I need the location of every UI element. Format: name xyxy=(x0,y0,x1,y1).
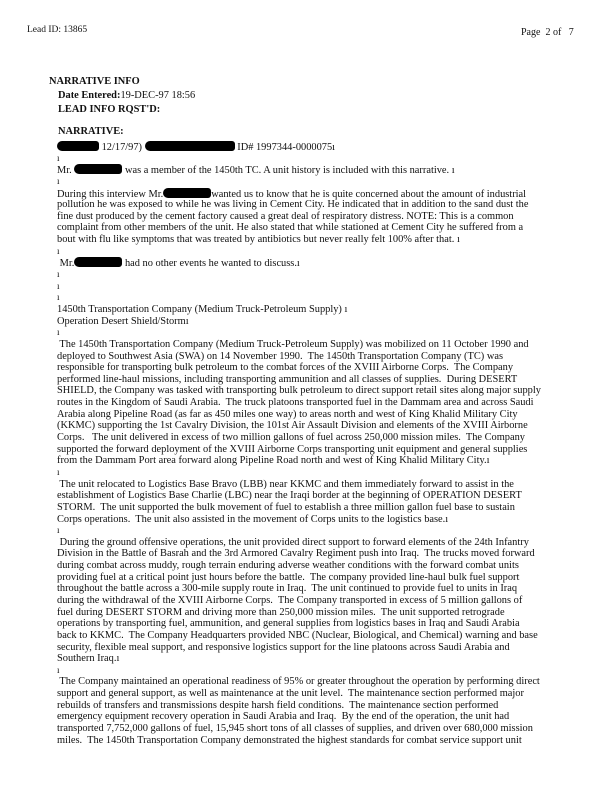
text-line: during combat across muddy, rough terrain enduring adverse weather conditions with the forward combat units xyxy=(57,560,519,572)
text-line: operations by transporting fuel, ammunition, and general supplies from logistics bases in Iraq and Saudi Arabia xyxy=(57,618,520,630)
member-text: was a member of the 1450th TC. A unit history is included with this narrative. ı xyxy=(124,165,455,177)
text-line: STORM. The unit supported the bulk movement of fuel to establish a three million gallon fuel base to sustain xyxy=(57,501,515,513)
text-line: deployed to Southwest Asia (SWA) on 14 November 1990. The 1450th Transportation Company (TC) was xyxy=(57,350,503,362)
paragraph-mark: ı xyxy=(57,152,60,163)
date-text: 12/17/97) xyxy=(101,142,143,153)
paragraph-mark: ı xyxy=(57,245,60,256)
member-line xyxy=(57,164,541,176)
text-line: providing fuel at a critical point just hours before the battle. The company provided line-haul bulk fuel support xyxy=(57,571,520,583)
text-line: supported the forward deployment of the XVIII Airborne Corps transporting unit equipment and general supplies xyxy=(57,443,528,455)
text-line: during the withdrawal of the XVIII Airborne Corps. The Company transported in excess of 5 million gallons of xyxy=(57,594,523,606)
during-line xyxy=(57,188,541,200)
paragraph-mark: ı xyxy=(57,175,60,186)
redaction xyxy=(145,141,235,151)
date-label: Date Entered: xyxy=(58,90,121,101)
text-line: The 1450th Transportation Company (Medium Truck-Petroleum Supply) was mobilized on 11 October 1990 and xyxy=(57,338,529,350)
text-line: back to KKMC. The Company Headquarters provided NBC (Nuclear, Biological, and Chemical) warning and base xyxy=(57,629,538,641)
id-text: ID# 1997344-0000075ı xyxy=(237,142,336,153)
page-number: Page 2 of 7 xyxy=(521,27,574,38)
mr-text: Mr. xyxy=(59,258,75,270)
no-other-text: had no other events he wanted to discuss.ı xyxy=(124,258,300,270)
text-line: rebuilds of transfers and transmissions despite harsh field conditions. The maintenance section performed xyxy=(57,699,499,711)
paragraph-mark: ı xyxy=(57,292,60,303)
text-line: complaint from other members of the unit. He also stated that while stationed at Cement City he suffered from a xyxy=(57,222,524,234)
during-start: During this interview Mr. xyxy=(57,188,164,200)
date-value: 19-DEC-97 18:56 xyxy=(120,90,196,101)
redaction xyxy=(74,164,122,174)
text-line: During the ground offensive operations, the unit provided direct support to forward elements of the 24th Infantry xyxy=(57,536,529,548)
history-body xyxy=(57,327,541,746)
paragraph-mark: ı xyxy=(57,525,60,536)
text-line: transported 7,752,000 gallons of fuel, 15,945 short tons of all classes of supplies, and driven over 680,000 mission xyxy=(57,723,533,735)
redaction xyxy=(74,257,122,267)
id-line xyxy=(57,141,541,153)
paragraph-mark: ı xyxy=(57,327,60,338)
text-line: miles. The 1450th Transportation Company demonstrated the highest standards for combat service support unit xyxy=(57,734,522,746)
text-line: throughout the battle across a 300-mile supply route in Iraq. The unit continued to provide fuel to units in Iraq xyxy=(57,583,518,595)
lead-info-label: LEAD INFO RQST'D: xyxy=(58,104,161,115)
text-line: security, flexible meal support, and responsive logistics support for the line platoons across Saudi Arabia and xyxy=(57,641,510,653)
text-line: The Company maintained an operational readiness of 95% or greater throughout the operation by performing direct xyxy=(57,676,540,688)
no-other-line xyxy=(57,257,541,269)
text-line: emergency equipment recovery operation in Saudi Arabia and Iraq. By the end of the operation, the unit had xyxy=(57,711,510,723)
text-line: bout with flu like symptoms that was treated by antibiotics but never really felt 100% after that. ı xyxy=(57,234,460,246)
text-line: Corps. The unit delivered in excess of two million gallons of fuel across 250,000 mission miles. The Company xyxy=(57,432,525,444)
history-subtitle: Operation Desert Shield/Stormı xyxy=(57,315,189,327)
text-line: (KKMC) supporting the 1st Cavalry Division, the 101st Air Assault Division and elements of the XVIII Airborne xyxy=(57,420,528,432)
history-paragraph xyxy=(57,676,541,746)
date-entered xyxy=(58,90,195,101)
during-rest: wanted us to know that he is quite concerned about the amount of industrial xyxy=(211,188,527,200)
text-line: Corps operations. The unit also assisted in the movement of Corps units to the logistics base.ı xyxy=(57,513,449,525)
text-line: pollution he was exposed to while he was living in Cement City. He indicated that in addition to the sand dust the xyxy=(57,199,529,211)
text-line: Southern Iraq.ı xyxy=(57,653,120,665)
mr-text: Mr. xyxy=(57,165,72,177)
paragraph-mark: ı xyxy=(57,269,60,280)
text-line: Arabia along Pipeline Road (as far as 450 miles one way) to areas north and west of King Khalid Military City xyxy=(57,408,518,420)
lead-id: Lead ID: 13865 xyxy=(27,25,88,35)
history-title: 1450th Transportation Company (Medium Truck-Petroleum Supply) ı xyxy=(57,303,348,315)
text-line: The unit relocated to Logistics Base Bravo (LBB) near KKMC and them immediately forward to assist in the xyxy=(57,478,514,490)
text-line: from the Dammam Port area forward along Pipeline Road north and west of King Khalid Military City.ı xyxy=(57,455,490,467)
history-paragraph xyxy=(57,479,541,526)
narrative-label: NARRATIVE: xyxy=(58,126,124,137)
history-paragraph xyxy=(57,339,541,467)
section-title: NARRATIVE INFO xyxy=(49,76,140,87)
redaction xyxy=(57,141,99,151)
paragraph-mark: ı xyxy=(57,280,60,291)
text-line: routes in the Kingdom of Saudi Arabia. The truck platoons transported fuel in the Dammam area and across Saudi xyxy=(57,397,534,409)
paragraph-mark: ı xyxy=(57,466,60,477)
text-line: responsible for transporting bulk petroleum to the combat forces of the XVIII Airborne Corps. The Company xyxy=(57,362,514,374)
history-paragraph xyxy=(57,537,541,665)
narrative-intro xyxy=(57,141,541,746)
paragraph-mark: ı xyxy=(57,664,60,675)
text-line: fine dust produced by the cement factory caused a great deal of respiratory distress. NOTE: This is a common xyxy=(57,210,514,222)
text-line: Division in the Battle of Basrah and the 3rd Armored Cavalry Regiment push into Iraq. The trucks moved forward xyxy=(57,548,535,560)
text-line: fuel during DESERT STORM and driving more than 250,000 mission miles. The unit supported retrograde xyxy=(57,606,505,618)
text-line: SHIELD, the Company was tasked with transporting bulk petroleum to direct support retail sites along major supply xyxy=(57,385,541,397)
text-line: support and general support, as well as maintenance at the unit level. The maintenance section performed major xyxy=(57,688,524,700)
text-line: establishment of Logistics Base Charlie (LBC) near the Iraqi border at the beginning of OPERATION DESERT xyxy=(57,490,522,502)
text-line: performed line-haul missions, including transporting ammunition and all classes of supplies. During DESERT xyxy=(57,373,518,385)
redaction xyxy=(163,188,211,198)
